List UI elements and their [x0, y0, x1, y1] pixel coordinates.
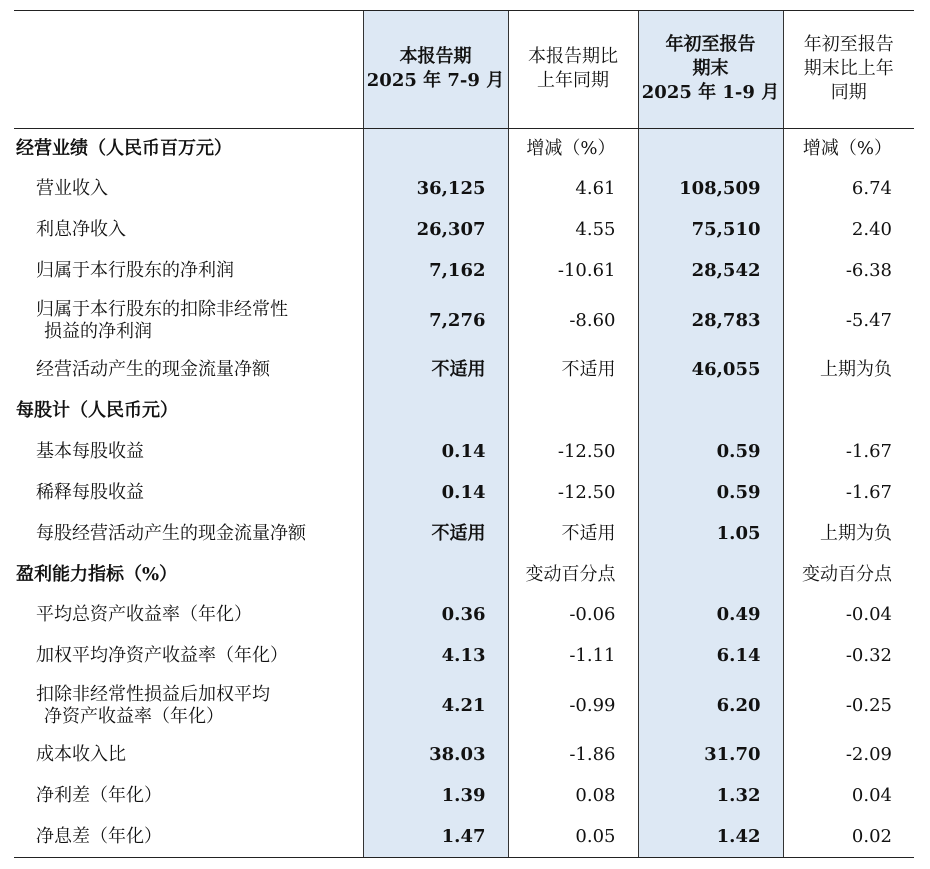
row-label-line: 稀释每股收益	[36, 481, 144, 503]
cell-q3-change: -10.61	[508, 251, 638, 292]
row-label-line: 净利差（年化）	[36, 784, 162, 806]
header-ytd-line2: 期末	[692, 58, 729, 80]
row-label-line: 净息差（年化）	[36, 825, 162, 847]
table-row	[14, 251, 914, 292]
header-q3-change-line2: 上年同期	[537, 70, 609, 92]
section-row	[14, 554, 914, 595]
cell-q3-value: 不适用	[363, 349, 508, 390]
cell-ytd-value: 75,510	[638, 210, 783, 251]
row-label	[14, 431, 363, 472]
row-label-line: 经营活动产生的现金流量净额	[36, 358, 270, 380]
table-row	[14, 349, 914, 390]
cell-q3-value: 0.36	[363, 595, 508, 636]
financial-summary-table	[14, 10, 914, 858]
cell-q3-change: 不适用	[508, 513, 638, 554]
table-row	[14, 513, 914, 554]
cell-ytd-value: 6.20	[638, 677, 783, 735]
section-ytd-change-label: 变动百分点	[783, 554, 914, 595]
section-q3-blank	[363, 128, 508, 169]
cell-q3-change: -12.50	[508, 431, 638, 472]
cell-ytd-value: 28,783	[638, 292, 783, 350]
cell-q3-value: 4.13	[363, 636, 508, 677]
row-label	[14, 169, 363, 210]
table-row	[14, 735, 914, 776]
cell-q3-value: 1.39	[363, 775, 508, 816]
cell-q3-change: 4.55	[508, 210, 638, 251]
cell-q3-change: -12.50	[508, 472, 638, 513]
section-ytd-blank	[638, 390, 783, 431]
section-title: 每股计（人民币元）	[16, 399, 178, 421]
table-row	[14, 431, 914, 472]
cell-ytd-value: 0.59	[638, 431, 783, 472]
section-ytd-change-label: 增减（%）	[783, 128, 914, 169]
section-ytd-change-label	[783, 390, 914, 431]
cell-ytd-change: 6.74	[783, 169, 914, 210]
cell-ytd-change: -2.09	[783, 735, 914, 776]
section-q3-blank	[363, 390, 508, 431]
cell-ytd-value: 1.32	[638, 775, 783, 816]
row-label	[14, 735, 363, 776]
table-row	[14, 595, 914, 636]
section-title: 经营业绩（人民币百万元）	[16, 137, 232, 159]
cell-q3-change: 0.08	[508, 775, 638, 816]
header-ytd-line3: 2025 年 1-9 月	[641, 82, 780, 104]
cell-q3-change: -1.86	[508, 735, 638, 776]
row-label	[14, 251, 363, 292]
table-row	[14, 816, 914, 857]
header-q3-change-line1: 本报告期比	[528, 46, 618, 68]
cell-ytd-change: 上期为负	[783, 349, 914, 390]
cell-ytd-value: 31.70	[638, 735, 783, 776]
cell-q3-change: -8.60	[508, 292, 638, 350]
row-label-line: 每股经营活动产生的现金流量净额	[36, 522, 306, 544]
table-row	[14, 775, 914, 816]
row-label-line: 利息净收入	[36, 219, 126, 241]
row-label-line: 归属于本行股东的扣除非经常性	[36, 298, 288, 320]
cell-ytd-value: 28,542	[638, 251, 783, 292]
cell-q3-change: -1.11	[508, 636, 638, 677]
row-label	[14, 636, 363, 677]
cell-q3-change: 0.05	[508, 816, 638, 857]
cell-ytd-change: -1.67	[783, 472, 914, 513]
cell-ytd-value: 1.05	[638, 513, 783, 554]
table-row	[14, 169, 914, 210]
header-ytd-change-line3: 同期	[830, 82, 867, 104]
cell-ytd-change: -0.04	[783, 595, 914, 636]
table-row	[14, 292, 914, 350]
cell-q3-value: 0.14	[363, 431, 508, 472]
header-ytd-change-line2: 期末比上年	[803, 58, 894, 80]
row-label	[14, 472, 363, 513]
row-label	[14, 775, 363, 816]
row-label-line: 基本每股收益	[36, 440, 144, 462]
row-label	[14, 677, 363, 735]
cell-q3-value: 7,276	[363, 292, 508, 350]
section-row	[14, 390, 914, 431]
row-label	[14, 816, 363, 857]
table-row	[14, 472, 914, 513]
header-ytd-line1: 年初至报告	[665, 34, 756, 56]
header-blank	[14, 11, 363, 129]
section-title: 盈利能力指标（%）	[16, 563, 178, 585]
cell-q3-value: 38.03	[363, 735, 508, 776]
header-row	[14, 11, 914, 129]
row-label-line: 损益的净利润	[44, 320, 152, 342]
cell-q3-change: 4.61	[508, 169, 638, 210]
section-change-label	[508, 390, 638, 431]
cell-q3-value: 7,162	[363, 251, 508, 292]
table-row	[14, 210, 914, 251]
cell-ytd-change: -1.67	[783, 431, 914, 472]
cell-ytd-change: 0.04	[783, 775, 914, 816]
cell-ytd-value: 0.59	[638, 472, 783, 513]
cell-ytd-change: -0.32	[783, 636, 914, 677]
section-ytd-blank	[638, 128, 783, 169]
cell-ytd-change: 0.02	[783, 816, 914, 857]
cell-ytd-value: 0.49	[638, 595, 783, 636]
cell-q3-value: 26,307	[363, 210, 508, 251]
section-change-label: 增减（%）	[508, 128, 638, 169]
header-ytd-change-line1: 年初至报告	[803, 34, 894, 56]
row-label	[14, 349, 363, 390]
cell-q3-value: 36,125	[363, 169, 508, 210]
header-ytd-change	[783, 11, 914, 129]
cell-q3-value: 不适用	[363, 513, 508, 554]
cell-ytd-value: 6.14	[638, 636, 783, 677]
row-label	[14, 210, 363, 251]
section-change-label: 变动百分点	[508, 554, 638, 595]
cell-ytd-change: 2.40	[783, 210, 914, 251]
row-label-line: 成本收入比	[36, 744, 126, 765]
table-row	[14, 677, 914, 735]
section-ytd-blank	[638, 554, 783, 595]
header-q3-line1: 本报告期	[399, 46, 472, 68]
cell-ytd-change: -0.25	[783, 677, 914, 735]
cell-q3-value: 0.14	[363, 472, 508, 513]
header-q3-change	[508, 11, 638, 129]
row-label-line: 营业收入	[36, 178, 108, 200]
header-ytd	[638, 11, 783, 129]
table-row	[14, 636, 914, 677]
row-label-line: 加权平均净资产收益率（年化）	[36, 645, 288, 667]
section-row	[14, 128, 914, 169]
cell-q3-change: -0.06	[508, 595, 638, 636]
cell-ytd-value: 108,509	[638, 169, 783, 210]
row-label	[14, 513, 363, 554]
cell-ytd-change: 上期为负	[783, 513, 914, 554]
cell-ytd-change: -5.47	[783, 292, 914, 350]
section-q3-blank	[363, 554, 508, 595]
row-label-line: 平均总资产收益率（年化）	[36, 604, 252, 626]
row-label-line: 扣除非经常性损益后加权平均	[36, 683, 270, 705]
cell-q3-value: 1.47	[363, 816, 508, 857]
cell-ytd-change: -6.38	[783, 251, 914, 292]
row-label	[14, 595, 363, 636]
row-label	[14, 292, 363, 350]
cell-q3-change: 不适用	[508, 349, 638, 390]
cell-q3-change: -0.99	[508, 677, 638, 735]
row-label-line: 归属于本行股东的净利润	[36, 260, 234, 282]
header-q3	[363, 11, 508, 129]
cell-q3-value: 4.21	[363, 677, 508, 735]
cell-ytd-value: 1.42	[638, 816, 783, 857]
cell-ytd-value: 46,055	[638, 349, 783, 390]
row-label-line: 净资产收益率（年化）	[44, 705, 224, 727]
header-q3-line2: 2025 年 7-9 月	[366, 70, 505, 92]
